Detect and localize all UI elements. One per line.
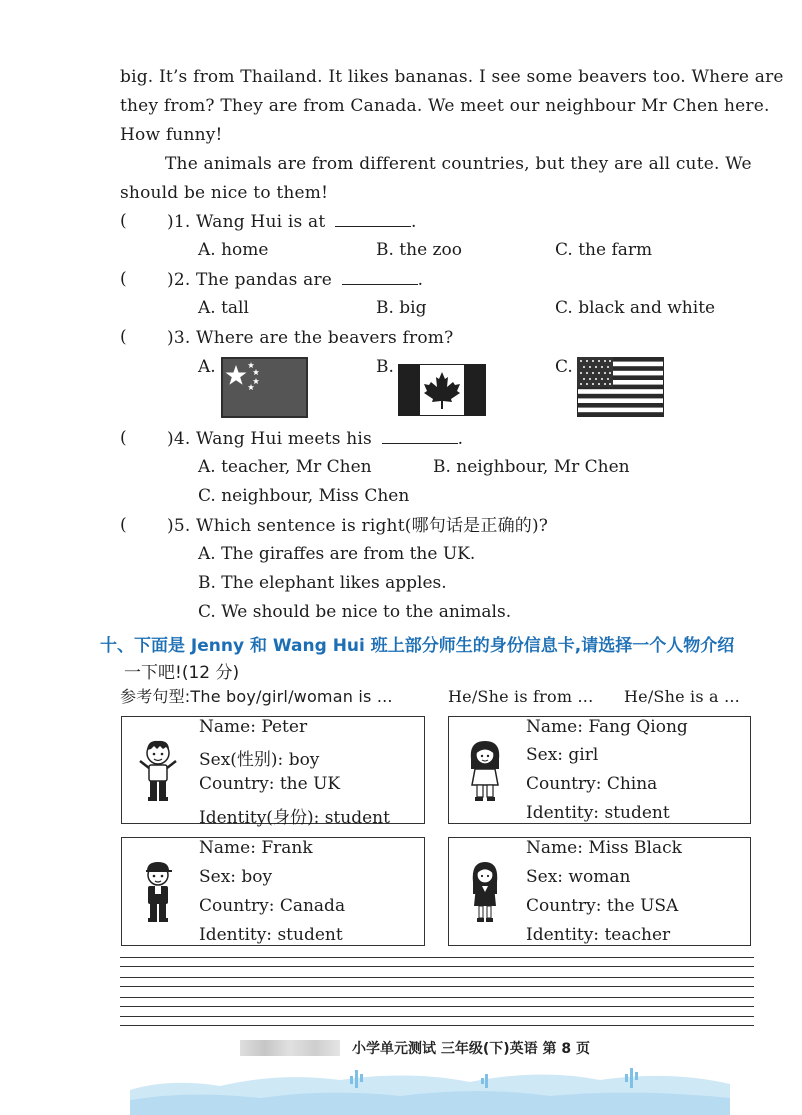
card-name: Name: Miss Black (526, 838, 682, 858)
writing-line[interactable] (120, 1016, 754, 1017)
writing-line[interactable] (120, 997, 754, 998)
question-3: )3. Where are the beavers from? (167, 328, 454, 348)
option-b[interactable]: B. (376, 357, 394, 377)
writing-line[interactable] (120, 977, 754, 978)
option-c[interactable]: C. neighbour, Miss Chen (198, 486, 410, 506)
card-country: Country: the USA (526, 896, 679, 916)
writing-line[interactable] (120, 957, 754, 958)
option-c[interactable]: C. We should be nice to the animals. (198, 602, 512, 622)
reference-sentence-1: 参考句型:The boy/girl/woman is ... (120, 687, 393, 706)
canada-flag-icon[interactable] (398, 364, 486, 416)
passage-line-1: big. It’s from Thailand. It likes bananas. I see some beavers too. Where are (120, 67, 784, 87)
question-2-tail: . (417, 270, 424, 290)
reference-sentence-2: He/She is from ... (448, 687, 594, 706)
question-1 (167, 211, 417, 233)
option-a[interactable]: A. teacher, Mr Chen (198, 457, 372, 477)
answer-paren[interactable]: ( (120, 515, 127, 535)
option-c[interactable]: C. the farm (555, 240, 653, 260)
question-4-tail: . (457, 429, 464, 449)
section-10-title: 十、下面是 Jenny 和 Wang Hui 班上部分师生的身份信息卡,请选择一个人物介绍 (100, 636, 735, 656)
usa-flag-icon[interactable] (577, 357, 664, 417)
passage-line-5: should be nice to them! (120, 183, 329, 203)
option-b[interactable]: B. The elephant likes apples. (198, 573, 447, 593)
woman-miss-black-icon (463, 860, 507, 924)
reference-sentence-3: He/She is a ... (624, 687, 740, 706)
answer-blank[interactable] (342, 270, 418, 285)
question-1-text: )1. Wang Hui is at (167, 212, 326, 232)
option-c[interactable]: C. black and white (555, 298, 716, 318)
card-identity: Identity: student (526, 803, 670, 823)
answer-paren[interactable]: ( (120, 428, 127, 448)
question-4-text: )4. Wang Hui meets his (167, 429, 372, 449)
card-sex: Sex: girl (526, 745, 599, 765)
question-1-tail: . (410, 212, 417, 232)
card-name: Name: Frank (199, 838, 313, 858)
boy-peter-icon (136, 739, 180, 803)
passage-line-4: The animals are from different countries, but they are all cute. We (165, 154, 752, 174)
card-sex: Sex: boy (199, 867, 273, 887)
option-a[interactable]: A. (198, 357, 216, 377)
writing-line[interactable] (120, 986, 754, 987)
blurred-footer-text (240, 1040, 340, 1056)
question-4 (167, 428, 463, 450)
answer-blank[interactable] (382, 429, 458, 444)
card-country: Country: China (526, 774, 658, 794)
answer-paren[interactable]: ( (120, 211, 127, 231)
answer-paren[interactable]: ( (120, 327, 127, 347)
card-identity: Identity: student (199, 925, 343, 945)
footer-page-label: 小学单元测试 三年级(下)英语 第 8 页 (352, 1041, 591, 1057)
writing-line[interactable] (120, 1025, 754, 1026)
card-name: Name: Fang Qiong (526, 717, 688, 737)
option-b[interactable]: B. big (376, 298, 427, 318)
boy-frank-icon (136, 860, 180, 924)
footer-wave-decoration (130, 1050, 730, 1115)
answer-blank[interactable] (335, 212, 411, 227)
card-identity: Identity: teacher (526, 925, 671, 945)
identity-card-frank (121, 837, 425, 946)
passage-line-3: How funny! (120, 125, 223, 145)
option-a[interactable]: A. tall (198, 298, 249, 318)
option-b[interactable]: B. neighbour, Mr Chen (433, 457, 630, 477)
writing-line[interactable] (120, 966, 754, 967)
girl-fang-qiong-icon (463, 739, 507, 803)
identity-card-miss-black (448, 837, 751, 946)
option-b[interactable]: B. the zoo (376, 240, 462, 260)
question-2 (167, 269, 423, 291)
option-a[interactable]: A. home (198, 240, 269, 260)
card-identity: Identity(身份): student (199, 808, 390, 828)
card-name: Name: Peter (199, 717, 308, 737)
card-country: Country: Canada (199, 896, 346, 916)
china-flag-icon[interactable] (221, 357, 308, 418)
question-2-text: )2. The pandas are (167, 270, 333, 290)
option-a[interactable]: A. The giraffes are from the UK. (198, 544, 476, 564)
card-sex: Sex(性别): boy (199, 750, 320, 770)
answer-paren[interactable]: ( (120, 269, 127, 289)
section-10-score: 一下吧!(12 分) (124, 663, 240, 683)
writing-line[interactable] (120, 1006, 754, 1007)
card-sex: Sex: woman (526, 867, 631, 887)
question-5: )5. Which sentence is right(哪句话是正确的)? (167, 516, 549, 536)
identity-card-fang-qiong (448, 716, 751, 824)
identity-card-peter (121, 716, 425, 828)
passage-line-2: they from? They are from Canada. We meet our neighbour Mr Chen here. (120, 96, 770, 116)
card-country: Country: the UK (199, 774, 341, 794)
option-c[interactable]: C. (555, 357, 573, 377)
